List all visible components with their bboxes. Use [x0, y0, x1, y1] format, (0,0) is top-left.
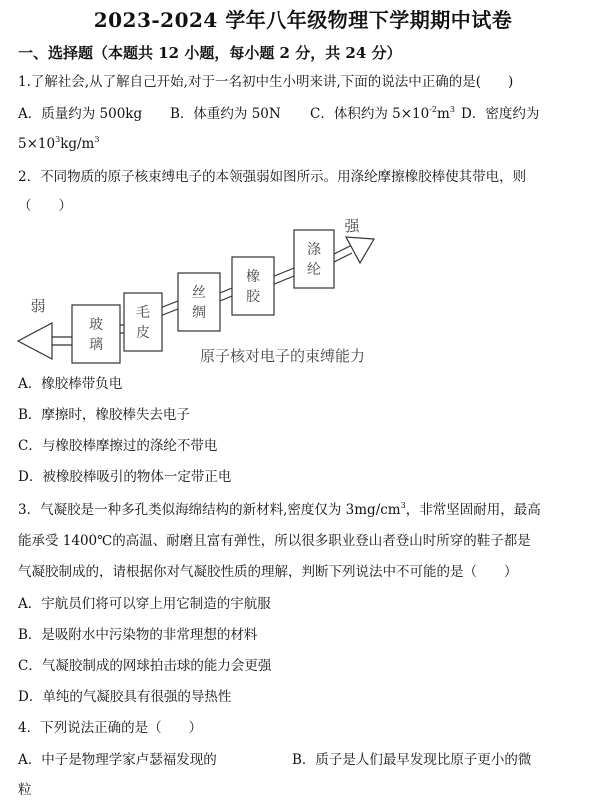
box-polyester-char2: 纶: [307, 262, 321, 278]
box-silk: [178, 273, 220, 331]
binding-ability-diagram: [14, 215, 434, 375]
box-rubber-char1: 橡: [246, 269, 260, 285]
right-arrow-head: [346, 237, 374, 263]
box-fur-char2: 皮: [136, 325, 150, 341]
box-fur: [124, 293, 162, 351]
q3-stem-line3: 气凝胶制成的，请根据你对气凝胶性质的理解，判断下列说法中不可能的是（ ）: [18, 564, 518, 580]
q4-option-b-continued: 粒: [18, 782, 32, 798]
box-glass-char2: 璃: [89, 337, 103, 353]
q1-option-c: C．体积约为 $5\times 10^{-2}m^3$: [310, 105, 455, 122]
box-glass-char1: 玻: [89, 317, 103, 333]
q4-option-b: B．质子是人们最早发现比原子更小的微: [292, 752, 532, 768]
page-title: 2023-2024 学年八年级物理下学期期中试卷: [93, 8, 513, 32]
q3-option-d: D．单纯的气凝胶具有很强的导热性: [18, 689, 232, 705]
q2-option-d: D．被橡胶棒吸引的物体一定带正电: [18, 469, 232, 485]
q2-option-a: A．橡胶棒带负电: [18, 376, 123, 392]
q3-stem-line1: 3．气凝胶是一种多孔类似海绵结构的新材料,密度仅为 $3mg/cm^3$，非常坚固耐用，最高: [18, 501, 541, 518]
q2-option-b: B．摩擦时，橡胶棒失去电子: [18, 407, 190, 423]
box-polyester-char1: 涤: [307, 242, 321, 258]
q1-option-a: A．质量约为 500kg: [18, 106, 143, 122]
box-glass: [72, 305, 120, 363]
q3-stem-line2: 能承受 1400℃的高温、耐磨且富有弹性，所以很多职业登山者登山时所穿的鞋子都是: [18, 533, 531, 549]
q1-stem: 1.了解社会,从了解自己开始,对于一名初中生小明来讲,下面的说法中正确的是( ): [18, 74, 514, 90]
q2-stem-line1: 2．不同物质的原子核束缚电子的本领强弱如图所示。用涤纶摩擦橡胶棒使其带电，则: [18, 169, 527, 185]
q4-options: [18, 750, 598, 770]
strong-label: 强: [344, 217, 360, 235]
box-silk-char2: 绸: [192, 305, 206, 321]
q2-option-c: C．与橡胶棒摩擦过的涤纶不带电: [18, 438, 218, 454]
q4-stem: 4．下列说法正确的是（ ）: [18, 720, 203, 736]
box-fur-char1: 毛: [136, 305, 150, 321]
q3-option-a: A．宇航员们将可以穿上用它制造的宇航服: [18, 596, 271, 612]
q1-option-d: D．密度约为: [461, 106, 540, 122]
section-heading: 一、选择题（本题共 12 小题，每小题 2 分，共 24 分）: [18, 44, 402, 62]
q3-option-c: C．气凝胶制成的网球拍击球的能力会更强: [18, 658, 272, 674]
q1-option-d-continued: $5\times 10^3kg/m^3$: [18, 135, 100, 152]
box-rubber: [232, 257, 274, 315]
box-silk-char1: 丝: [192, 285, 206, 301]
q3-option-b: B．是吸附水中污染物的非常理想的材料: [18, 627, 258, 643]
box-polyester: [294, 230, 334, 288]
q1-options: [18, 104, 598, 124]
q4-option-a: A．中子是物理学家卢瑟福发现的: [18, 752, 217, 768]
q2-stem-line2: （ ）: [18, 198, 72, 214]
left-arrow-head: [18, 323, 52, 359]
q1-option-b: B．体重约为 50N: [170, 106, 281, 122]
diagram-caption: 原子核对电子的束缚能力: [200, 347, 366, 365]
box-rubber-char2: 胶: [246, 289, 260, 305]
weak-label: 弱: [30, 297, 46, 315]
